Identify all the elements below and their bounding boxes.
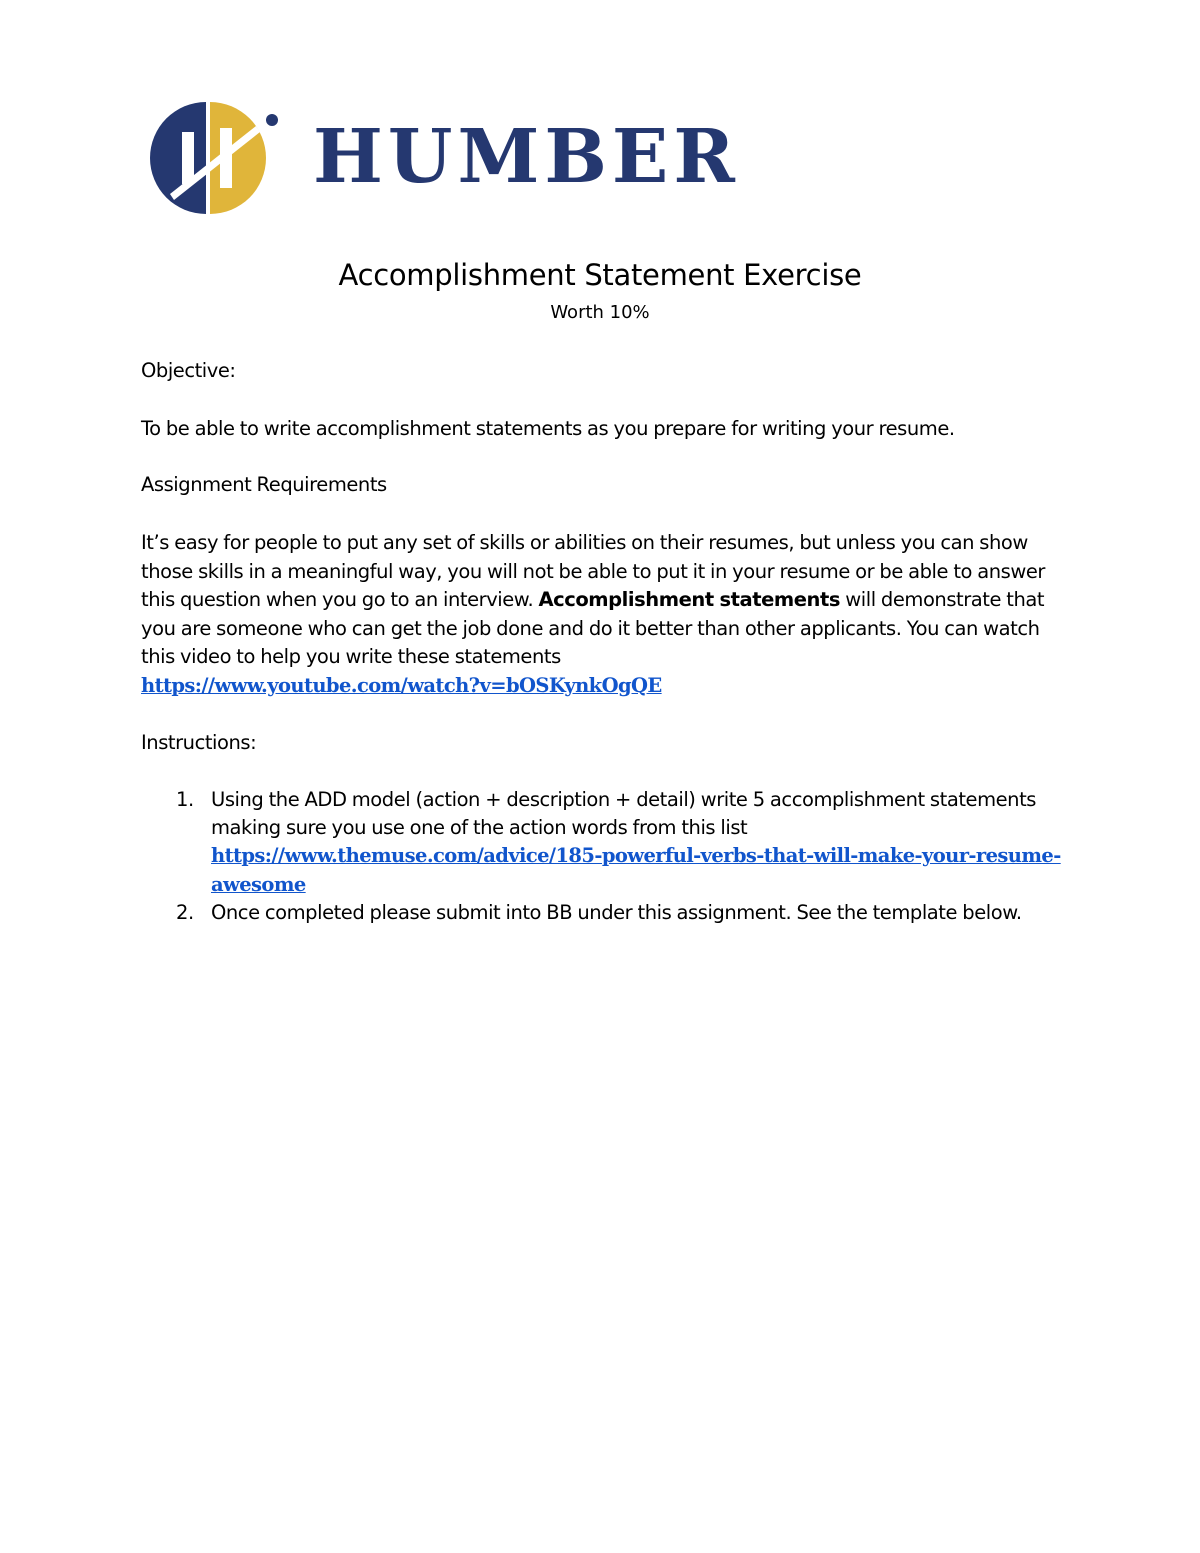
list-item-number: 1. <box>176 788 194 811</box>
requirements-heading: Assignment Requirements <box>141 473 387 496</box>
action-words-link[interactable]: https://www.themuse.com/advice/185-powerful-verbs-that-will-make-your-resume-awesome <box>211 844 1061 896</box>
logo-wordmark: HUMBER <box>313 114 740 200</box>
list-item-text: Using the ADD model (action + description + detail) write 5 accomplishment statements making sure you use one of the action words from this list <box>211 788 1036 840</box>
video-link[interactable]: https://www.youtube.com/watch?v=bOSKynkOgQE <box>141 673 662 697</box>
list-item <box>141 899 1071 927</box>
list-item-number: 2. <box>176 900 194 924</box>
list-item <box>141 786 1071 899</box>
document-title: Accomplishment Statement Exercise <box>338 258 862 292</box>
objective-text: To be able to write accomplishment statements as you prepare for writing your resume. <box>141 417 955 440</box>
requirements-text-part2: will demonstrate that you are someone who can get the job done and do it better than other applicants. You can watch this video to help you write these statements <box>141 588 1045 669</box>
requirements-text-part1: It’s easy for people to put any set of skills or abilities on their resumes, but unless you can show those skills in a meaningful way, you will not be able to put it in your resume or be able to answer this question when you go to an interview. <box>141 531 1045 612</box>
instructions-heading: Instructions: <box>141 731 257 754</box>
requirements-paragraph <box>141 529 1071 701</box>
objective-heading: Objective: <box>141 359 236 382</box>
list-item-text: Once completed please submit into BB under this assignment. See the template below. <box>211 900 1022 924</box>
humber-logo <box>148 98 748 218</box>
requirements-bold-term: Accomplishment statements <box>538 588 841 612</box>
instructions-list <box>141 786 1071 927</box>
document-subtitle: Worth 10% <box>550 302 650 323</box>
